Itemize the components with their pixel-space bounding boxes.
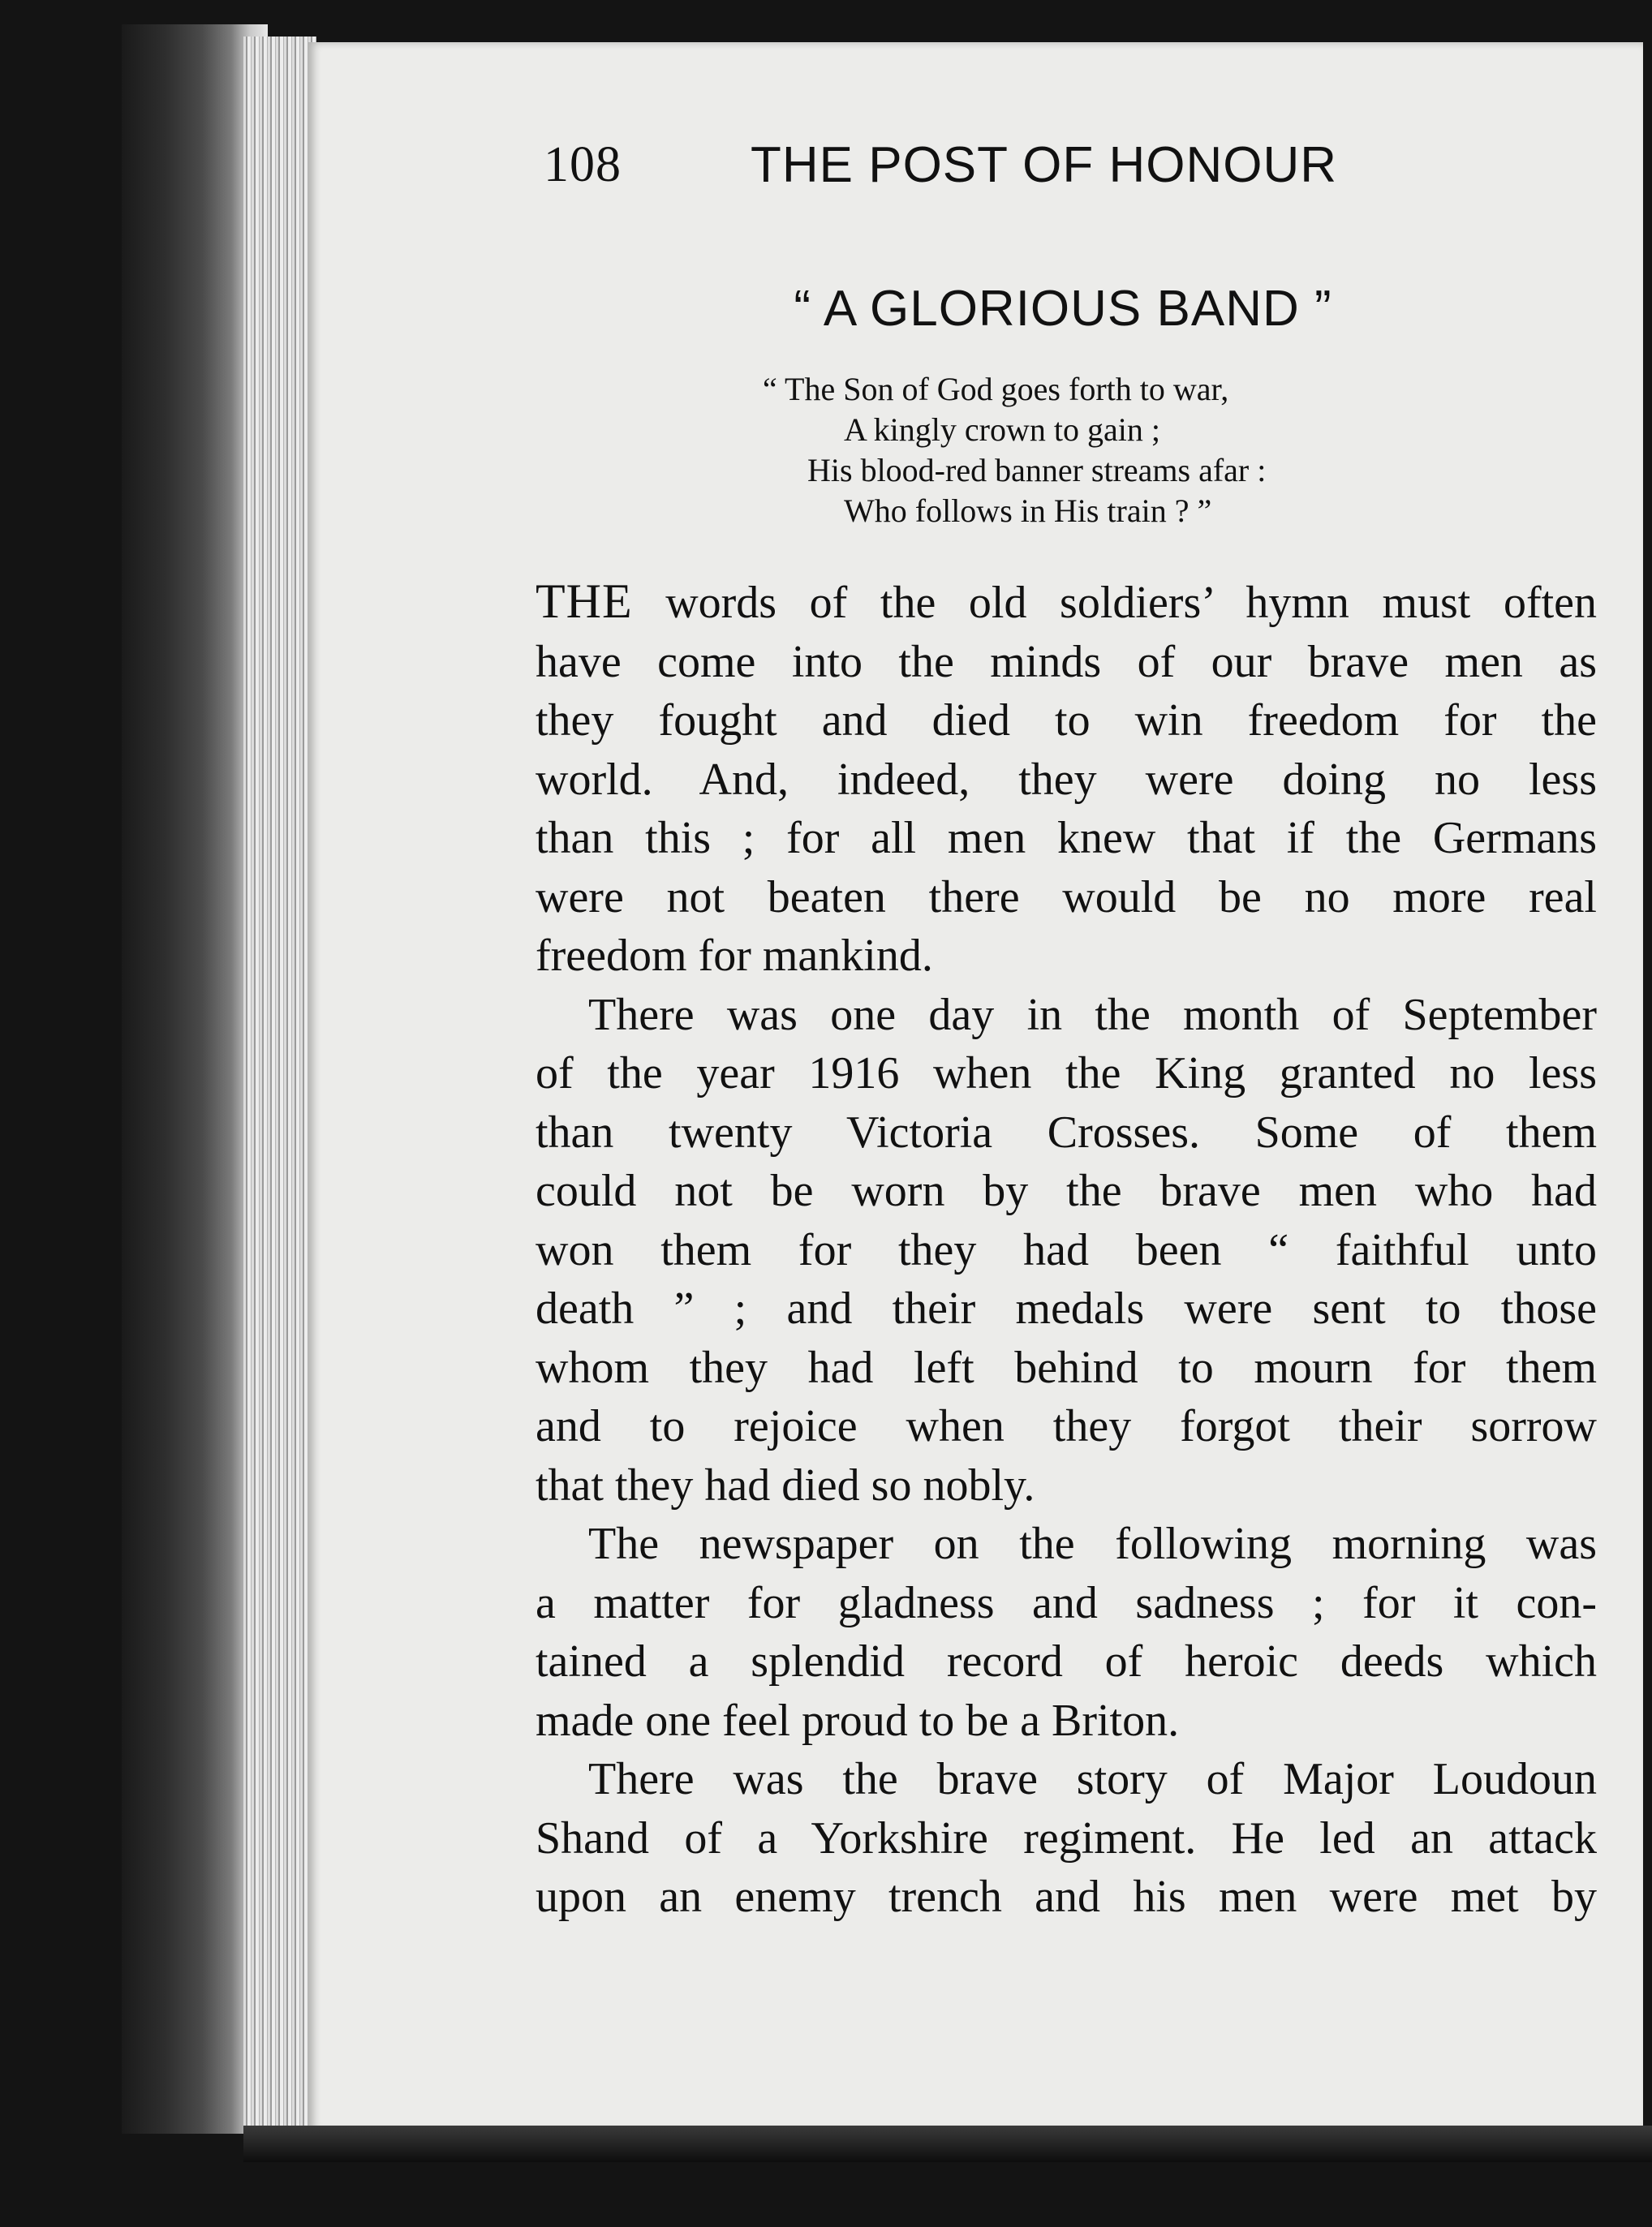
text-line: tained a splendid record of heroic deeds which [536,1636,1597,1687]
page-number: 108 [544,137,622,192]
text-line: freedom for mankind. [536,931,933,981]
epigraph-line: Who follows in His train ? ” [844,492,1212,529]
text-line: There was the brave story of Major Loudoun [588,1754,1597,1804]
text-line: made one feel proud to be a Briton. [536,1695,1180,1746]
text-line: upon an enemy trench and his men were met by [536,1872,1597,1922]
body-text [536,572,1597,1927]
page-edges [243,37,316,2130]
bottom-edge [243,2126,1652,2162]
epigraph-line: His blood-red banner streams afar : [807,452,1267,488]
text-line: death ” ; and their medals were sent to those [536,1283,1597,1334]
text-line: whom they had left behind to mourn for them [536,1342,1597,1393]
text-line: a matter for gladness and sadness ; for it con- [536,1577,1597,1628]
text-line: world. And, indeed, they were doing no less [536,754,1597,805]
text-line: that they had died so nobly. [536,1460,1035,1511]
text-line: of the year 1916 when the King granted no less [536,1048,1597,1098]
epigraph-line: A kingly crown to gain ; [844,411,1160,448]
text-line: won them for they had been “ faithful unto [536,1224,1597,1275]
text-line: they fought and died to win freedom for the [536,695,1597,746]
text-line: and to rejoice when they forgot their sorrow [536,1401,1597,1451]
epigraph [763,369,1412,531]
text-line: than twenty Victoria Crosses. Some of them [536,1107,1597,1158]
text-line: The newspaper on the following morning was [588,1519,1597,1569]
text-line: were not beaten there would be no more real [536,871,1597,922]
text-line: could not be worn by the brave men who had [536,1166,1597,1216]
chapter-title: “ A GLORIOUS BAND ” [794,281,1332,337]
text-line: THE words of the old soldiers’ hymn must often [536,574,1597,628]
text-line: There was one day in the month of September [588,989,1597,1040]
running-head: THE POST OF HONOUR [751,137,1338,193]
epigraph-line: “ The Son of God goes forth to war, [763,371,1229,407]
text-line: than this ; for all men knew that if the Germans [536,813,1597,863]
text-line: have come into the minds of our brave men as [536,636,1597,687]
text-line: Shand of a Yorkshire regiment. He led an attack [536,1812,1597,1864]
drop-word: THE [536,574,633,628]
